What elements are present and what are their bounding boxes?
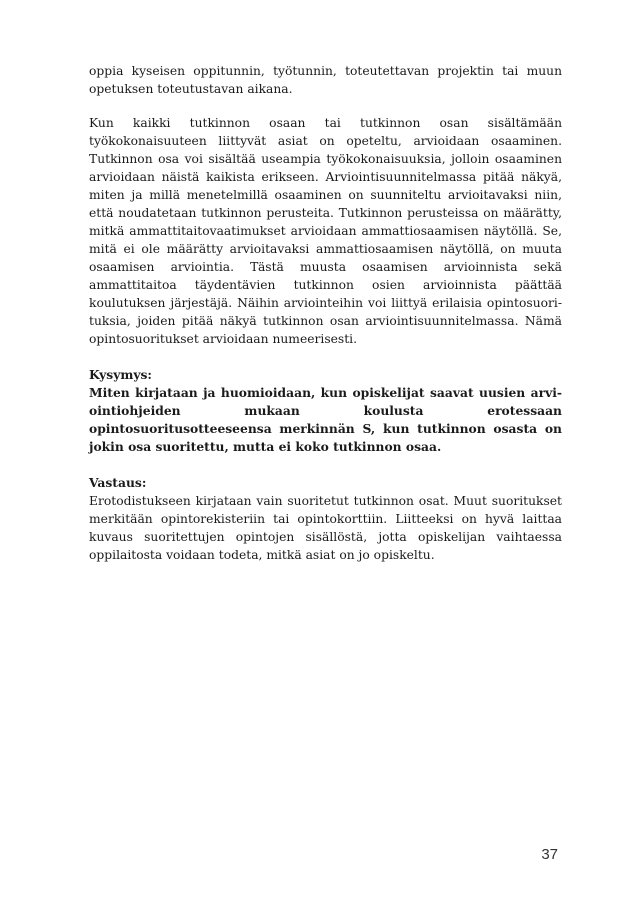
intro-paragraph: oppia kyseisen oppitunnin, työtunnin, toteutettavan projektin tai muun opetuksen toteutustavan aikana.: [89, 64, 562, 96]
question-heading: Kysymys:: [89, 367, 152, 382]
answer-text: Erotodistukseen kirjataan vain suoritetut tutkinnon osat. Muut suoritukset merkitään opintorekisteriin tai opintokorttiin. Liitteeksi on hyvä laittaa kuvaus suoritettujen opintojen sisällöstä, jotta opiskelijan vaihtaessa oppilaitosta voidaan todeta, mitkä asiat on jo opiskeltu.: [89, 494, 562, 562]
question-text: Miten kirjataan ja huomioidaan, kun opiskelijat saavat uusien arviointiohjeiden mukaan koulusta erotessaan opintosuoritusotteeseensa merkinnän S, kun tutkinnon osasta on jokin osa suoritettu, mutta ei koko tutkinnon osaa.: [89, 385, 562, 454]
answer-heading: Vastaus:: [89, 475, 147, 490]
page-body: [89, 62, 562, 564]
main-paragraph: Kun kaikki tutkinnon osaan tai tutkinnon osan sisältämään työkokonaisuuteen liittyvät asiat on opeteltu, arvioidaan osaaminen. Tutkinnon osa voi sisältää useampia työkokonaisuuksia, jolloin osaaminen arvioidaan näistä kaikista erikseen. Arviointisuunnitelmassa pitää näkyä, miten ja millä menetelmillä osaaminen on suunniteltu arvioitavaksi niin, että noudatetaan tutkinnon perusteita. Tutkinnon perusteissa on määrätty, mitkä ammattitaitovaatimukset arvioidaan ammattiosaamisen näytöllä. Se, mitä ei ole määrätty arvioitavaksi ammattiosaamisen näytöllä, on muuta osaamisen arviointia. Tästä muusta osaamisen arvioinnista sekä ammattitaitoa täydentävien tutkinnon osien arvioinnista päättää koulutuksen järjestäjä. Näihin arviointeihin voi liittyä erilaisia opintosuorituksia, joiden pitää näkyä tutkinnon osan arviointisuunnitelmassa. Nämä opintosuoritukset arvioidaan numeerisesti.: [89, 116, 562, 346]
question-section: [89, 366, 562, 456]
answer-section: [89, 474, 562, 564]
page-number: 37: [541, 846, 558, 863]
